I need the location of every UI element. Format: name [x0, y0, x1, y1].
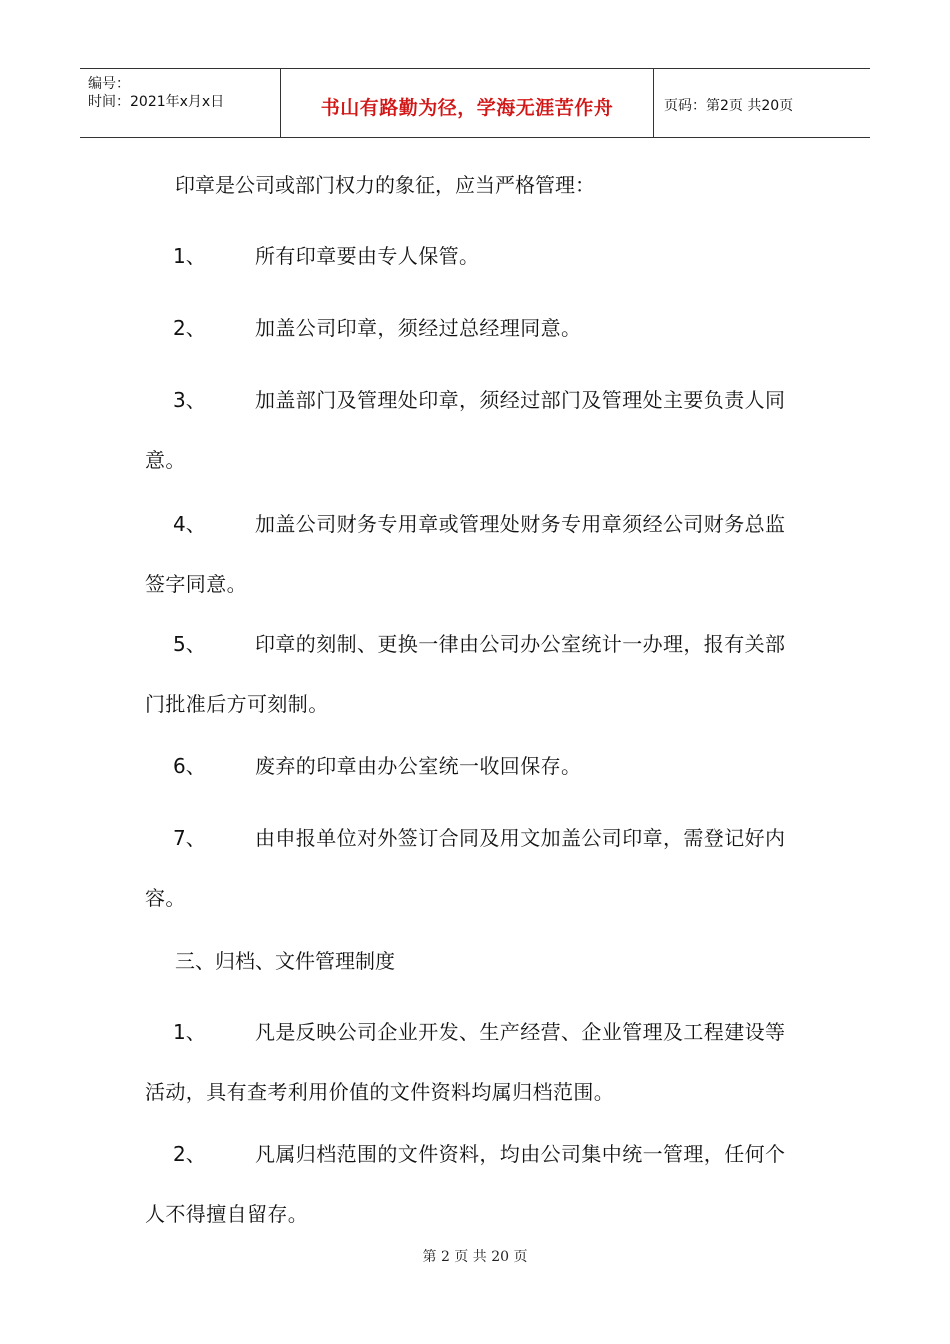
- list-item-number: 6、: [173, 754, 206, 778]
- list-item-number: 3、: [173, 388, 206, 412]
- page-footer: 第 2 页 共 20 页: [422, 1249, 528, 1265]
- list-item-text: 由申报单位对外签订合同及用文加盖公司印章，需登记好内容。: [145, 826, 786, 910]
- list-item: [145, 226, 795, 286]
- list-item: [145, 370, 795, 490]
- intro-paragraph: 印章是公司或部门权力的象征，应当严格管理：: [175, 173, 595, 197]
- list-item: [145, 1124, 795, 1244]
- list-item-number: 7、: [173, 826, 206, 850]
- header-motto: 书山有路勤为径，学海无涯苦作舟: [320, 97, 614, 119]
- list-item: [145, 298, 795, 358]
- list-item-text: 加盖公司财务专用章或管理处财务专用章须经公司财务总监签字同意。: [145, 512, 786, 596]
- list-item-text: 印章的刻制、更换一律由公司办公室统计一办理，报有关部门批准后方可刻制。: [145, 632, 786, 716]
- header-page-label: 页码：第2页 共20页: [664, 98, 794, 114]
- list-item-number: 4、: [173, 512, 206, 536]
- list-item-text: 加盖公司印章，须经过总经理同意。: [255, 316, 582, 340]
- list-item: [145, 736, 795, 796]
- header-page-cell: [654, 69, 870, 137]
- list-item-text: 凡属归档范围的文件资料，均由公司集中统一管理，任何个人不得擅自留存。: [145, 1142, 786, 1226]
- list-item-text: 凡是反映公司企业开发、生产经营、企业管理及工程建设等活动，具有查考利用价值的文件资料均属归档范围。: [145, 1020, 786, 1104]
- page-header: [80, 68, 870, 138]
- list-item: [145, 614, 795, 734]
- list-item: [145, 494, 795, 614]
- list-item-text: 所有印章要由专人保管。: [255, 244, 480, 268]
- list-item-number: 2、: [173, 1142, 206, 1166]
- document-date-label: 时间：2021年x月x日: [88, 94, 225, 110]
- header-motto-cell: [281, 69, 654, 137]
- list-item-text: 加盖部门及管理处印章，须经过部门及管理处主要负责人同意。: [145, 388, 786, 472]
- list-item: [145, 1002, 795, 1122]
- list-item-number: 2、: [173, 316, 206, 340]
- list-item-number: 1、: [173, 1020, 206, 1044]
- section-title: 三、归档、文件管理制度: [175, 949, 395, 973]
- list-item-number: 1、: [173, 244, 206, 268]
- list-item-number: 5、: [173, 632, 206, 656]
- header-meta-cell: [80, 69, 281, 137]
- list-item: [145, 808, 795, 928]
- document-number-label: 编号：: [88, 76, 130, 92]
- list-item-text: 废弃的印章由办公室统一收回保存。: [255, 754, 582, 778]
